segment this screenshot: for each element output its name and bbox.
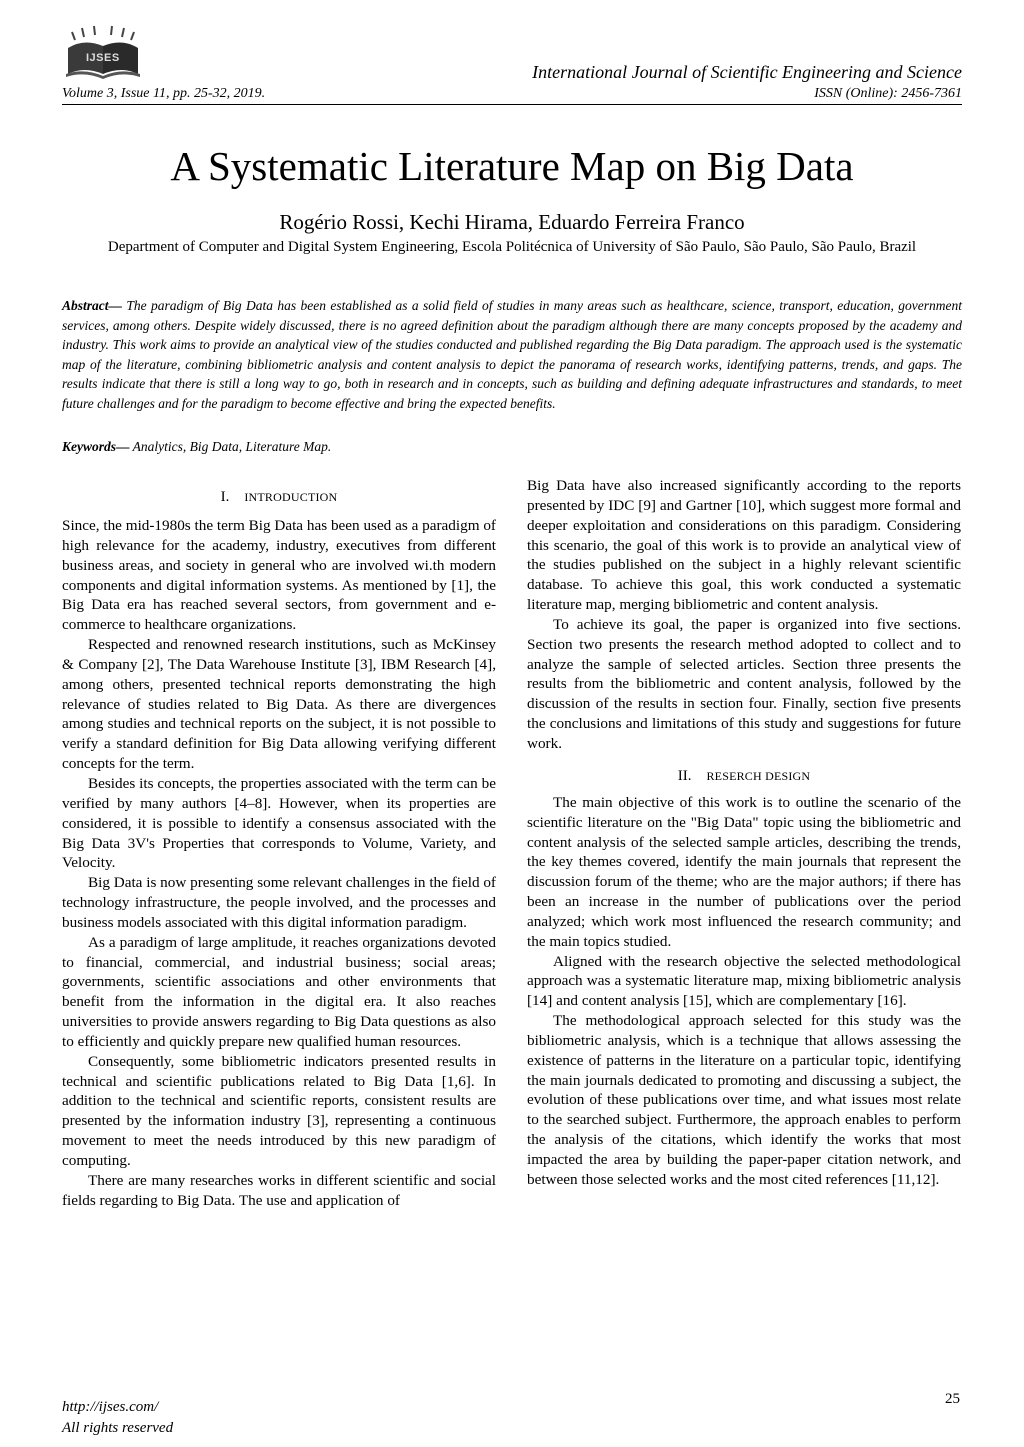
logo-text: IJSES <box>86 52 120 64</box>
volume-info: Volume 3, Issue 11, pp. 25-32, 2019. <box>62 86 266 101</box>
paragraph: Since, the mid-1980s the term Big Data has been used as a paradigm of high relevance for the academy, industry, executives from different business areas, and society in general who are involved wi.th modern components and digital information systems. As mentioned by [1], the Big Data era has reached several sectors, from government and e-commerce to healthcare organizations. <box>62 517 496 634</box>
footer-rights: All rights reserved <box>62 1420 174 1436</box>
abstract-text: The paradigm of Big Data has been established as a solid field of studies in many areas such as healthcare, science, transport, education, government services, among others. Despite widely discussed, there is no agreed definition about the paradigm although there are many concepts proposed by the academy and industry. This work aims to provide an analytical view of the studies conducted and published regarding the Big Data paradigm. The approach used is the systematic map of the literature, combining bibliometric analysis and content analysis to depict the panorama of research works, identifying patterns, trends, and gaps. The results indicate that there is still a long way to go, both in research and in concepts, such as building and defining adequate infrastructures and standards, to meet future challenges and for the paradigm to become effective and bring the expected benefits. <box>62 298 962 411</box>
section-title: INTRODUCTION <box>244 490 338 504</box>
author-list: Rogério Rossi, Kechi Hirama, Eduardo Ferreira Franco <box>279 210 745 234</box>
right-column <box>527 476 961 1190</box>
paragraph: To achieve its goal, the paper is organized into five sections. Section two presents the research method adopted to collect and to analyze the sample of selected articles. Section three presents the results from the bibliometric and content analysis, followed by the discussion of the results in section four. Finally, section five presents the conclusions and limitations of this study and suggestions for future work. <box>527 615 961 752</box>
paragraph: The methodological approach selected for this study was the bibliometric analysis, which is a technique that allows assessing the existence of patterns in the literature on a particular topic, identifying the main journals dedicated to promoting and discussing a subject, the evolution of these publications over time, and what issues most relate to the searched subject. Furthermore, the approach enables to perform the analysis of the citations, which identify the works that most impacted the area by building the paper-paper citation network, and between those selected works and the most cited references [11,12]. <box>527 1012 961 1188</box>
paragraph: As a paradigm of large amplitude, it reaches organizations devoted to financial, commercial, and industrial business; social areas; governments, scientific associations and other environments that benefit from the information in the digital era. It also reaches universities to provide answers regarding to Big Data questions as also to efficiently and quickly prepare new qualified human resources. <box>62 933 496 1050</box>
abstract-label: Abstract— <box>62 298 123 313</box>
section-number: I. <box>220 489 230 505</box>
journal-name: International Journal of Scientific Engineering and Science <box>532 62 962 82</box>
paragraph: Aligned with the research objective the selected methodological approach was a systematic literature map, mixing bibliometric analysis [14] and content analysis [15], which are complementary [16]. <box>527 952 961 1010</box>
paragraph: Consequently, some bibliometric indicators presented results in technical and scientific publications related to Big Data [1,6]. In addition to the technical and scientific reports, consistent results are presented by the information industry [3], representing a continuous movement to meet the needs introduced by this new paradigm of computing. <box>62 1052 496 1169</box>
paragraph: Big Data have also increased significantly according to the reports presented by IDC [9] and Gartner [10], which suggest more formal and deeper exploitation and considerations on this paradigm. Considering this scenario, the goal of this work is to provide an analytical view of the studies published on the subject in a highly relevant scientific database. To achieve this goal, this work conducted a systematic literature map, merging bibliometric and content analysis. <box>527 477 961 614</box>
footer-url[interactable]: http://ijses.com/ <box>62 1399 159 1415</box>
section-heading-research-design <box>527 766 961 786</box>
section-title: RESERCH DESIGN <box>706 768 811 783</box>
keywords <box>62 439 962 455</box>
paragraph: Besides its concepts, the properties associated with the term can be verified by many authors [4–8]. However, when its properties are considered, it is possible to identify a consensus associated with the Big Data 3V's Properties that corresponds to Volume, Variety, and Velocity. <box>62 774 496 872</box>
left-column <box>62 487 496 1211</box>
abstract <box>62 296 962 414</box>
paper-title: A Systematic Literature Map on Big Data <box>170 143 854 189</box>
paragraph: Respected and renowned research institutions, such as McKinsey & Company [2], The Data Warehouse Institute [3], IBM Research [4], among others, presented technical reports demonstrating the high relevance of studies related to Big Data. As there are divergences among studies and technical reports on the subject, it is not possible to verify a standard definition for Big Data allowing verifying different concepts for the term. <box>62 636 496 773</box>
header-divider <box>62 104 962 105</box>
author-affiliation: Department of Computer and Digital System Engineering, Escola Politécnica of University of São Paulo, São Paulo, São Paulo, Brazil <box>107 239 917 255</box>
section-heading-introduction <box>62 487 496 507</box>
paragraph: Big Data is now presenting some relevant challenges in the field of technology infrastructure, the people involved, and the processes and business models associated with this digital information paradigm. <box>62 874 496 931</box>
issn-info: ISSN (Online): 2456-7361 <box>814 86 962 101</box>
page-number: 25 <box>945 1391 960 1407</box>
journal-logo <box>62 24 144 80</box>
section-number: II. <box>677 767 692 784</box>
keywords-label: Keywords— <box>62 439 130 454</box>
keywords-text: Analytics, Big Data, Literature Map. <box>129 439 332 454</box>
paragraph: The main objective of this work is to outline the scenario of the scientific literature on the "Big Data" topic using the bibliometric and content analysis of the selected sample articles, describing the trends, the key themes covered, identify the main journals that represent the discussion forum of the theme; who are the major authors; if there has been an increase in the number of publications over the period analyzed; which work most influenced the research community; and the main topics studied. <box>527 793 961 950</box>
paragraph: There are many researches works in different scientific and social fields regarding to Big Data. The use and application of <box>62 1171 496 1209</box>
